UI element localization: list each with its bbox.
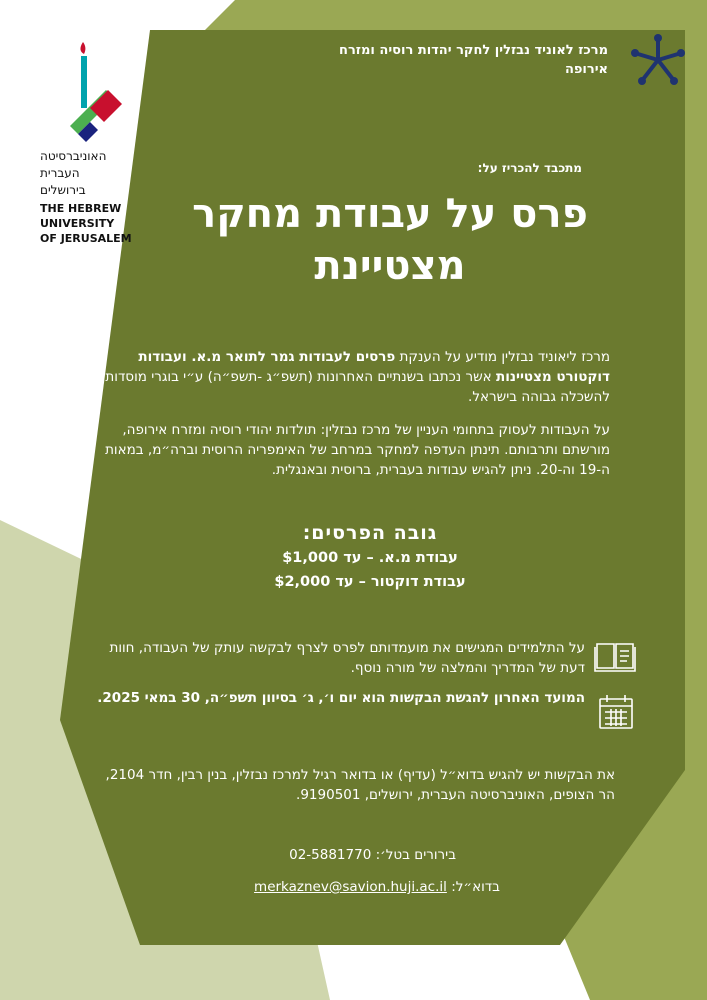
- page-title: [170, 188, 610, 292]
- center-name: מרכז לאוניד נבזלין לחקר יהדות רוסיה ומזרח אירופה: [339, 43, 608, 77]
- university-name-hebrew: [40, 148, 135, 199]
- announcement-intro: מתכבד להכריז על:: [477, 161, 582, 175]
- university-he-line: בירושלים: [40, 183, 86, 197]
- intro-text-bold: פרסים לעבודות גמר לתואר מ.א. ועבודות דוקטורט מצטיינות: [138, 349, 610, 385]
- documents-note: על התלמידים המגישים את מועמדותם לפרס לצרף לבקשה עותק של העבודה, חוות דעת של המדריך והמלצה של מורה נוסף.: [109, 640, 585, 676]
- title-line-2: מצטיינת: [314, 243, 466, 289]
- email-label: בדוא״ל:: [451, 879, 500, 895]
- open-book-icon: [594, 638, 636, 672]
- university-name-english: [40, 201, 140, 246]
- intro-text-c: אשר נכתבו בשנתיים האחרונות (תשפ״ג -תשפ״ה) ע״י בוגרי מוסדות להשכלה גבוהה בישראל.: [105, 369, 610, 405]
- prize-amounts: [220, 520, 520, 594]
- prizes-heading: גובה הפרסים:: [302, 522, 438, 544]
- deadline-note: המועד האחרון להגשת הבקשות הוא יום ו׳, ג׳ בסיוון תשפ״ה, 30 במאי 2025.: [97, 690, 585, 706]
- university-he-line: האוניברסיטה: [40, 149, 107, 163]
- university-en-line: UNIVERSITY: [40, 217, 115, 230]
- prize-phd: עבודת דוקטור – עד $2,000: [274, 574, 466, 590]
- intro-paragraph: [90, 347, 610, 407]
- intro-text-a: מרכז ליאוניד נבזלין מודיע על הענקת: [395, 349, 610, 365]
- phone-line: [200, 847, 456, 863]
- email-line: [180, 879, 500, 895]
- calendar-icon: [598, 694, 634, 730]
- prize-ma: עבודת מ.א. – עד $1,000: [282, 550, 458, 566]
- hebrew-university-logo-icon: [60, 38, 130, 148]
- topics-paragraph: על העבודות לעסוק בתחומי העניין של מרכז נבזלין: תולדות יהודי רוסיה ומזרח אירופה, מורשתם ותרבותם. תינתן העדפה למחקר במרחב של האימפריה הרוסית וברה״מ, במאות ה-19 וה-20. ניתן להגיש עבודות בעברית, ברוסית ובאנגלית.: [105, 422, 610, 478]
- phone-label: בירורים בטל׳:: [375, 847, 456, 863]
- phone-number: 02-5881770: [289, 847, 372, 863]
- email-link[interactable]: merkaznev@savion.huji.ac.il: [254, 879, 447, 895]
- university-he-line: העברית: [40, 166, 80, 180]
- title-line-1: פרס על עבודת מחקר: [192, 191, 588, 237]
- university-en-line: OF JERUSALEM: [40, 232, 132, 245]
- submission-instructions: את הבקשות יש להגיש בדוא״ל (עדיף) או בדואר רגיל למרכז נבזלין, בנין רבין, חדר 2104, הר הצופים, האוניברסיטה העברית, ירושלים, 9190501.: [105, 767, 615, 803]
- university-en-line: THE HEBREW: [40, 202, 122, 215]
- nevzlin-center-logo-icon: [628, 32, 688, 90]
